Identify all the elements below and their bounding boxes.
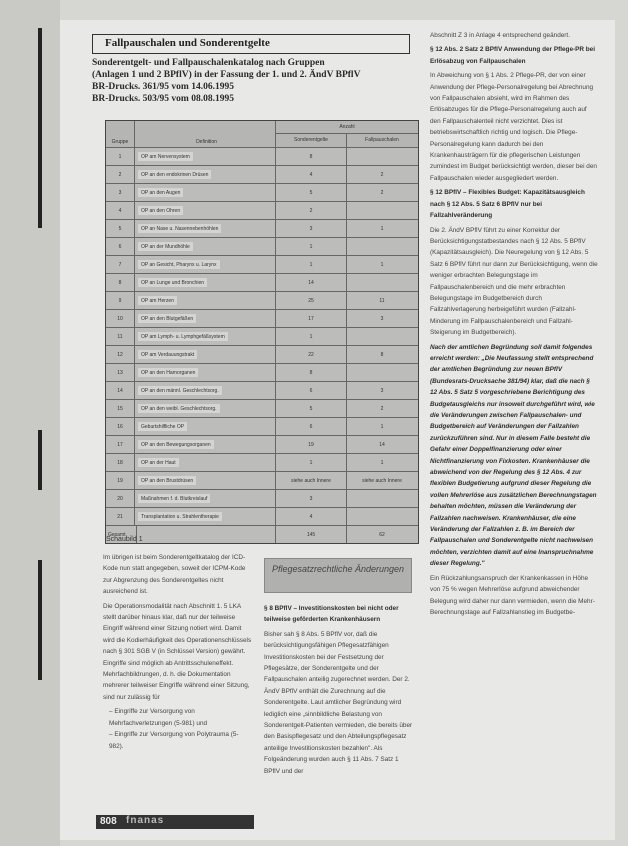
- cell-sonderentgelte: 4: [276, 508, 347, 525]
- cell-definition-text: OP an den Ohren: [138, 206, 183, 215]
- paragraph: Bisher sah § 8 Abs. 5 BPflV vor, daß die berücksichtigungsfähigen Pflegesatzfähigen Investitionskosten bei der Festsetzung der Pflegesätze, der Sonderentgelte und der Fallpauschalen anteilig zugerechnet werden. Der 2. ÄndV BPflV enthält die Zurechnung auf die Sonderentgelte. Laut amtlicher Begründung wird lediglich eine „sinnbildliche Belastung von Sonderentgelt-Patienten vermieden, die bereits über den Basispflegesatz und den Abteilungspflegesatz anteilige Investitionskosten bezahlen". Als Folgeänderung wurden auch § 11 Abs. 7 Satz 1 BPflV und der: [264, 630, 413, 775]
- binding-mark: [38, 560, 42, 680]
- bullet-item: – Eingriffe zur Versorgung von Mehrfachverletzungen (5-981) und: [109, 708, 208, 727]
- section-heading: Pflegesatzrechtliche Änderungen: [271, 564, 405, 574]
- cell-group: 20: [106, 490, 135, 507]
- cell-group: 5: [106, 220, 135, 237]
- table-row: [106, 219, 418, 237]
- cell-group: 1: [106, 148, 135, 165]
- paragraph: Im übrigen ist beim Sonderentgeltkatalog der ICD-Kode nun statt angegeben, soweit der ICPM-Kode zur Abgrenzung des Sonderentgeltes nicht ausreichend ist.: [103, 554, 246, 596]
- subheading: § 12 Abs. 2 Satz 2 BPflV Anwendung der Pflege-PR bei Erlösabzug von Fallpauschalen: [430, 46, 596, 65]
- table-body: [106, 147, 418, 525]
- groups-table: [105, 120, 419, 544]
- cell-definition-text: OP an den Harnorganen: [138, 368, 198, 377]
- paragraph: Die Operationsmodalität nach Abschnitt 1. 5 LKA stellt darüber hinaus klar, daß nur der teilweise Eingriff während einer Sitzung notiert wird. Damit wird die Kodierhäufigkeit des Operationenschlüssels nach § 301 SGB V (in Schlüssel Version) gewährt. Eingriffe sind möglich ab Antrittsschuleneffekt. Mehrfachbildrungen, d. h. die Dokumentation mehrerer teilweiser Eingriffe während einer Sitzung, sind nur zulässig für: [103, 602, 252, 701]
- cell-fallpauschalen: [346, 508, 418, 525]
- cell-sonderentgelte: 6: [276, 418, 347, 435]
- cell-definition: [134, 508, 276, 525]
- total-fallpauschalen: 62: [379, 531, 385, 538]
- cell-group: 11: [106, 328, 135, 345]
- cell-definition: [134, 166, 276, 183]
- table-row: [106, 381, 418, 399]
- cell-definition: [134, 256, 276, 273]
- quote-paragraph: Nach der amtlichen Begründung soll damit folgendes erreicht werden: „Die Neufassung stellt entsprechend der amtlichen Begründung zur neuen BPflV (Bundesrats-Drucksache 381/94) klar, daß die nach § 12 Abs. 5 Satz 5 vorgeschriebene Berichtigung des Budgetausgleichs nur insoweit durchgeführt wird, wie die Veränderungen zwischen Fallpauschalen- und Budgetbereich auf Veränderungen der Fallzahlen zurückzuführen sind. Nur in diesem Falle besteht die Gefahr einer Doppelfinanzierung oder einer Nichtfinanzierung von Fixkosten. Krankenhäuser die abweichend von der Regelung des § 12 Abs. 4 zur flexiblen Budgetierung aufgrund dieser Regelung die vollen Mehrerlöse aus zusätzlichen Berechnungstagen behalten möchten, müssen die Veränderung der Fallzahlen nachweisen. Krankenhäuser, die eine Veränderung der Fallzahlen z. B. im Bereich der Fallpauschalen und Sonderentgelte nicht nachweisen möchten, verzichten damit auf eine Inanspruchnahme dieser Regelung.": [430, 343, 597, 568]
- paragraph: Ein Rückzahlungsanspruch der Krankenkassen in Höhe von 75 % wegen Mehrerlöse aufgrund abweichender Belegung wird daher nur dann vermieden, wenn die Mehr-Berechnungstage auf Fallzahlanstieg im Budgetbe-: [430, 574, 595, 616]
- table-total-row: [106, 525, 418, 543]
- cell-fallpauschalen: 2: [380, 171, 384, 178]
- cell-definition: [134, 184, 276, 201]
- table-row: [106, 201, 418, 219]
- cell-definition-text: OP an den Brustdrüsen: [138, 476, 196, 485]
- cell-fallpauschalen: [346, 328, 418, 345]
- table-row: [106, 327, 418, 345]
- table-row: [106, 255, 418, 273]
- paragraph: Abschnitt Z 3 in Anlage 4 entsprechend geändert.: [430, 32, 570, 39]
- table-row: [106, 399, 418, 417]
- cell-definition-text: OP am Lymph- u. Lymphgefäßsystem: [138, 332, 228, 341]
- cell-group: 13: [106, 364, 135, 381]
- table-row: [106, 291, 418, 309]
- reference-line: BR-Drucks. 361/95 vom 14.06.1995: [92, 82, 234, 92]
- cell-group: 14: [106, 382, 135, 399]
- cell-fallpauschalen: [346, 274, 418, 291]
- total-sonderentgelte: 145: [276, 526, 347, 543]
- page-number: 808: [100, 816, 117, 827]
- cell-group: 7: [106, 256, 135, 273]
- cell-definition: [134, 238, 276, 255]
- subheading: § 12 BPflV – Flexibles Budget: Kapazitätsausgleich nach § 12 Abs. 5 Satz 6 BPflV nur bei Fallzahlveränderung: [430, 189, 585, 220]
- section-header-box: [92, 34, 410, 54]
- cell-definition: [134, 400, 276, 417]
- cell-group: 21: [106, 508, 135, 525]
- cell-definition: [134, 346, 276, 363]
- cell-group: 18: [106, 454, 135, 471]
- table-row: [106, 345, 418, 363]
- table-row: [106, 489, 418, 507]
- journal-logo: fnanas: [126, 815, 165, 826]
- cell-group: 3: [106, 184, 135, 201]
- cell-definition: [134, 454, 276, 471]
- cell-definition-text: OP an den Augen: [138, 188, 183, 197]
- cell-definition-text: OP am Verdauungstrakt: [138, 350, 197, 359]
- paragraph: Die 2. ÄndV BPflV führt zu einer Korrektur der Berücksichtigungstatbestandes nach § 12 Abs. 5 BPflV (Kapazitätsausgleich). Die Neuregelung von § 12 Abs. 5 Satz 6 BPflV führt nur dann zur Berücksichtigung, wenn die weniger erbrachten Belegungstage im Fallpauschalenbereich und die mehr erbrachten Belegungstage im Budgetbereich durch Fallzahlverlagerung herbeigeführt wurden (Fallzahl-Minderung im Fallpauschalenbereich und Fallzahl-Steigerung im Budgetbereich).: [430, 226, 598, 337]
- cell-sonderentgelte: 5: [276, 400, 347, 417]
- table-row: [106, 183, 418, 201]
- subheading: § 8 BPflV – Investitionskosten bei nicht oder teilweise geförderten Krankenhäusern: [264, 605, 399, 624]
- cell-fallpauschalen: 14: [379, 441, 385, 448]
- table-row: [106, 471, 418, 489]
- cell-group: 9: [106, 292, 135, 309]
- table-row: [106, 507, 418, 525]
- cell-definition: [134, 472, 276, 489]
- cell-definition-text: OP an den Blutgefäßen: [138, 314, 196, 323]
- cell-group: 15: [106, 400, 135, 417]
- cell-sonderentgelte: 1: [276, 328, 347, 345]
- cell-definition: [134, 418, 276, 435]
- subtitle-line: (Anlagen 1 und 2 BPflV) in der Fassung der 1. und 2. ÄndV BPflV: [92, 70, 361, 80]
- cell-fallpauschalen: 1: [380, 261, 384, 268]
- page-footer: [96, 815, 254, 829]
- table-row: [106, 453, 418, 471]
- cell-definition-text: OP an der Haut: [138, 458, 179, 467]
- cell-sonderentgelte: 1: [276, 454, 347, 471]
- cell-definition: [134, 490, 276, 507]
- cell-definition-text: OP an Lunge und Bronchien: [138, 278, 207, 287]
- paragraph: In Abweichung von § 1 Abs. 2 Pflege-PR, der von einer Anwendung der Pflege-Personalregelung bei Abrechnung von Fallpauschalen absieht, wird im Rahmen des Erlösabzuges für die Pflege-Personalregelung auch auf den Fallpauschalenteil nicht verzichtet. Dies ist betriebswirtschaftlich richtig und logisch. Die Pflege-Personalregelung kann dadurch bei den Krankenhausträgern für die pflegerischen Leistungen zumindest im Budget berücksichtigt werden, dieser bei den Fallpauschalen wieder ausgegliedert werden.: [430, 72, 597, 182]
- cell-group: 10: [106, 310, 135, 327]
- cell-fallpauschalen: [346, 202, 418, 219]
- cell-definition-text: OP an der Mundhöhle: [138, 242, 193, 251]
- cell-definition: [134, 364, 276, 381]
- cell-sonderentgelte: 19: [276, 436, 347, 453]
- cell-group: 6: [106, 238, 135, 255]
- cell-sonderentgelte: 4: [276, 166, 347, 183]
- cell-definition: [134, 328, 276, 345]
- cell-sonderentgelte: 25: [276, 292, 347, 309]
- total-label: Gesamt: [106, 526, 137, 543]
- cell-group: 4: [106, 202, 135, 219]
- cell-sonderentgelte: 3: [276, 490, 347, 507]
- bullet-item: – Eingriffe zur Versorgung von Polytrauma (5-982).: [109, 731, 239, 750]
- cell-group: 17: [106, 436, 135, 453]
- cell-definition: [134, 202, 276, 219]
- cell-sonderentgelte: 8: [276, 364, 347, 381]
- cell-definition-text: Maßnahmen f. d. Blutkreislauf: [138, 494, 210, 503]
- left-column-text: [103, 552, 253, 755]
- cell-group: 8: [106, 274, 135, 291]
- cell-sonderentgelte: 6: [276, 382, 347, 399]
- figure-caption: Schaubild 1: [106, 536, 143, 543]
- cell-sonderentgelte: siehe auch Innere: [276, 472, 347, 489]
- cell-fallpauschalen: [346, 364, 418, 381]
- table-row: [106, 147, 418, 165]
- scan-left-margin: [0, 0, 60, 846]
- table-row: [106, 273, 418, 291]
- cell-definition: [134, 310, 276, 327]
- table-header: [106, 121, 418, 147]
- cell-sonderentgelte: 3: [276, 220, 347, 237]
- table-row: [106, 363, 418, 381]
- cell-definition-text: OP an den weibl. Geschlechtsorg.: [138, 404, 220, 413]
- cell-definition-text: OP an den männl. Geschlechtsorg.: [138, 386, 222, 395]
- cell-definition-text: OP an den endokrinen Drüsen: [138, 170, 211, 179]
- right-column-text: [430, 30, 598, 621]
- cell-sonderentgelte: 1: [276, 256, 347, 273]
- cell-definition: [134, 382, 276, 399]
- cell-fallpauschalen: 8: [380, 351, 384, 358]
- table-row: [106, 237, 418, 255]
- cell-sonderentgelte: 22: [276, 346, 347, 363]
- cell-group: 12: [106, 346, 135, 363]
- cell-sonderentgelte: 2: [276, 202, 347, 219]
- cell-fallpauschalen: siehe auch Innere: [362, 477, 402, 484]
- table-row: [106, 435, 418, 453]
- binding-mark: [38, 430, 42, 490]
- cell-sonderentgelte: 8: [276, 148, 347, 165]
- cell-sonderentgelte: 5: [276, 184, 347, 201]
- cell-definition-text: Transplantation u. Strahlentherapie: [138, 512, 222, 521]
- cell-fallpauschalen: [346, 148, 418, 165]
- cell-sonderentgelte: 1: [276, 238, 347, 255]
- cell-fallpauschalen: 2: [380, 405, 384, 412]
- cell-sonderentgelte: 14: [276, 274, 347, 291]
- cell-definition-text: OP an den Bewegungsorganen: [138, 440, 214, 449]
- cell-fallpauschalen: 1: [380, 459, 384, 466]
- cell-definition-text: OP an Nase u. Nasennebenhöhlen: [138, 224, 221, 233]
- cell-definition-text: Geburtshilfliche OP: [138, 422, 187, 431]
- col-header-sonderentgelte: Sonderentgelte: [276, 133, 347, 147]
- col-group-anzahl: Anzahl: [276, 121, 418, 134]
- cell-definition: [134, 148, 276, 165]
- cell-fallpauschalen: 1: [380, 423, 384, 430]
- cell-definition-text: OP am Nervensystem: [138, 152, 193, 161]
- cell-sonderentgelte: 17: [276, 310, 347, 327]
- total-definition: [134, 526, 276, 543]
- cell-fallpauschalen: 3: [380, 315, 384, 322]
- col-header-group: Gruppe: [106, 121, 135, 147]
- col-header-definition: Definition: [134, 121, 276, 147]
- cell-definition: [134, 274, 276, 291]
- table-row: [106, 417, 418, 435]
- cell-fallpauschalen: 1: [380, 225, 384, 232]
- cell-definition: [134, 292, 276, 309]
- cell-fallpauschalen: 11: [379, 297, 385, 304]
- cell-fallpauschalen: [346, 490, 418, 507]
- cell-definition-text: OP an Gesicht, Pharynx u. Larynx: [138, 260, 220, 269]
- table-row: [106, 165, 418, 183]
- middle-column-text: [264, 603, 414, 780]
- cell-fallpauschalen: [346, 238, 418, 255]
- cell-group: 19: [106, 472, 135, 489]
- cell-definition: [134, 436, 276, 453]
- section-title: Fallpauschalen und Sonderentgelte: [105, 37, 270, 49]
- cell-group: 16: [106, 418, 135, 435]
- cell-fallpauschalen: 2: [380, 189, 384, 196]
- cell-definition: [134, 220, 276, 237]
- cell-definition-text: OP am Herzen: [138, 296, 177, 305]
- binding-mark: [38, 28, 42, 228]
- reference-line: BR-Drucks. 503/95 vom 08.08.1995: [92, 94, 234, 104]
- cell-group: 2: [106, 166, 135, 183]
- section-heading-box: [264, 558, 412, 593]
- table-row: [106, 309, 418, 327]
- subtitle-line: Sonderentgelt- und Fallpauschalenkatalog nach Gruppen: [92, 58, 325, 68]
- cell-fallpauschalen: 3: [380, 387, 384, 394]
- col-header-fallpauschalen: Fallpauschalen: [365, 137, 399, 143]
